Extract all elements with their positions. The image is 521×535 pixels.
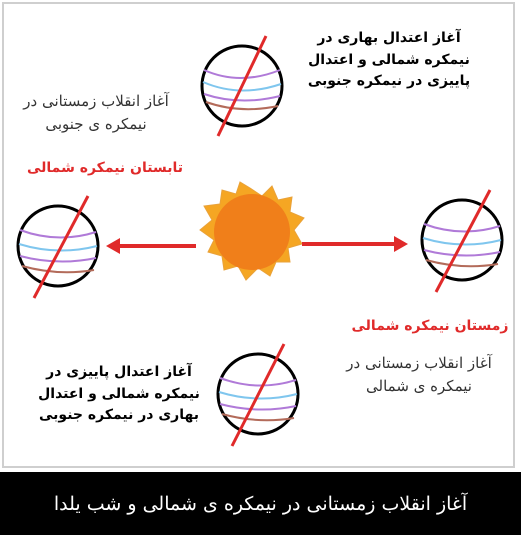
caption: آغاز انقلاب زمستانی در نیمکره ی شمالی و شب یلدا bbox=[53, 492, 468, 515]
earth-top bbox=[202, 36, 282, 136]
label-right-winter-north: زمستان نیمکره شمالی bbox=[351, 318, 509, 334]
sun-icon bbox=[200, 182, 304, 280]
label-right-winter-solstice-north: آغاز انقلاب زمستانی در نیمکره ی شمالی bbox=[346, 354, 492, 396]
earth-right bbox=[422, 190, 502, 292]
label-top-right: آغاز اعتدال بهاری در نیمکره شمالی و اعتدال پاییزی در نیمکره جنوبی bbox=[307, 30, 471, 90]
arrow-right bbox=[302, 236, 408, 252]
label-left-winter-south: آغاز انقلاب زمستانی در نیمکره ی جنوبی bbox=[23, 92, 169, 134]
arrow-left bbox=[106, 238, 196, 254]
earth-bottom bbox=[218, 344, 298, 446]
label-bottom-left: آغاز اعتدال پاییزی در نیمکره شمالی و اعتدال بهاری در نیمکره جنوبی bbox=[38, 364, 200, 424]
caption-bar bbox=[0, 472, 521, 535]
earth-left bbox=[18, 196, 98, 298]
label-left-summer-north: تابستان نیمکره شمالی bbox=[27, 160, 183, 176]
